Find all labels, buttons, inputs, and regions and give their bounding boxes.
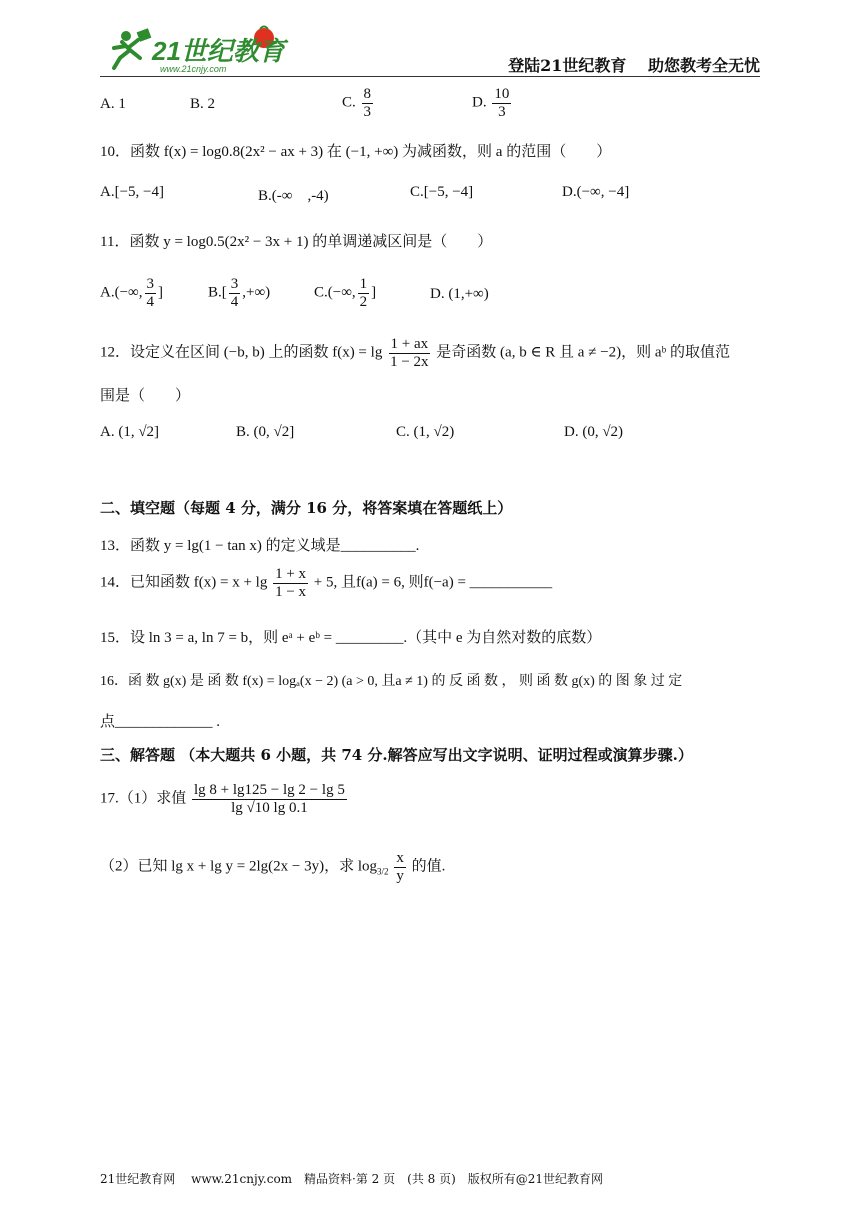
site-logo	[104, 24, 294, 76]
q12-option-c: C. (1, √2)	[396, 424, 455, 440]
q12-stem: 12．设定义在区间 (−b, b) 上的函数 f(x) = lg $\frac{1 + ax}{1 - 2x}$ 是奇函数 (a, b ∈ R 且 a ≠ −2)，则 aᵇ 的取值范	[100, 336, 730, 370]
logo-text: 21世纪教育	[152, 36, 285, 66]
q11-option-d: D. (1,+∞)	[430, 286, 489, 302]
q12-stem-continued: 围是（ ）	[100, 388, 191, 404]
q9-option-a: A. 1	[100, 96, 126, 112]
q16-line1: 16．函 数 g(x) 是 函 数 f(x) = logₐ(x − 2) (a > 0, 且a ≠ 1) 的 反 函 数 ， 则 函 数 g(x) 的 图 象 过 定	[100, 674, 683, 689]
q9-option-c: C. $\frac{8}{3}$	[342, 86, 372, 120]
q11-option-c: C.(−∞, $\frac{1}{2}$ ]	[314, 276, 377, 310]
q10-stem: 10．函数 f(x) = log0.8(2x² − ax + 3) 在 (−1, +∞) 为减函数，则 a 的范围（ ）	[100, 144, 612, 160]
page-footer: 21世纪教育网 www.21cnjy.com 精品资料·第 2 页 (共 8 页) 版权所有@21世纪教育网	[100, 1172, 604, 1186]
section3-title: 三、解答题 （本大题共 6 小题，共 74 分.解答应写出文字说明、证明过程或演算步骤.）	[100, 746, 693, 764]
q13: 13．函数 y = lg(1 − tan x) 的定义域是__________.	[100, 538, 420, 554]
q11-stem: 11．函数 y = log0.5(2x² − 3x + 1) 的单调递减区间是（ ）	[100, 234, 493, 250]
header-slogan: 登陆21世纪教育 助您教考全无忧	[508, 56, 760, 75]
q17-part1: 17.（1）求值 $\frac{\lg 8 + \lg 125 - \lg 2 - \lg 5}{\lg √10 \lg 0.1}$	[100, 782, 345, 816]
q9-option-b: B. 2	[190, 96, 216, 112]
runner-logo-icon	[104, 24, 294, 76]
q10-option-c: C.[−5, −4]	[410, 184, 474, 200]
q14: 14．已知函数 f(x) = x + lg $\frac{1 + x}{1 - x}$ + 5, 且f(a) = 6, 则f(−a) = ___________	[100, 566, 553, 600]
q10-option-b: B.(-∞ ,-4)	[258, 188, 329, 204]
q16-line2: 点_____________ .	[100, 714, 221, 730]
q10-option-a: A.[−5, −4]	[100, 184, 164, 200]
q17-part2: （2）已知 lg x + lg y = 2lg(2x − 3y)，求 $\log_{3/2}$ $\frac{x}{y}$ 的值.	[100, 850, 446, 884]
q12-option-d: D. (0, √2)	[564, 424, 624, 440]
logo-url: www.21cnjy.com	[160, 64, 227, 74]
q11-option-b: B.[ $\frac{3}{4}$ ,+∞)	[208, 276, 271, 310]
q12-option-b: B. (0, √2]	[236, 424, 295, 440]
q11-option-a: A.(−∞, $\frac{3}{4}$ ]	[100, 276, 163, 310]
q12-option-a: A. (1, √2]	[100, 424, 160, 440]
q9-option-d: D. $\frac{10}{3}$	[472, 86, 510, 120]
header-divider	[100, 76, 760, 77]
q15: 15．设 ln 3 = a, ln 7 = b，则 eᵃ + eᵇ = _________.（其中 e 为自然对数的底数）	[100, 630, 602, 646]
section2-title: 二、填空题（每题 4 分，满分 16 分，将答案填在答题纸上）	[100, 499, 513, 517]
q10-option-d: D.(−∞, −4]	[562, 184, 630, 200]
